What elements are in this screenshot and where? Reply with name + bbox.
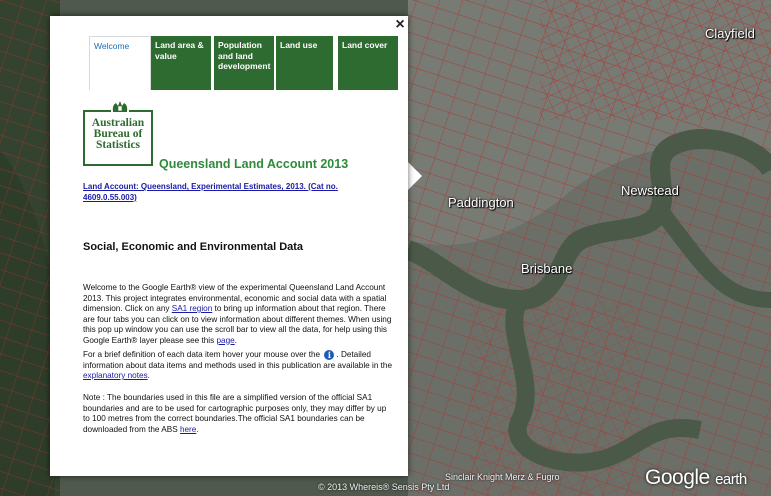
map-attribution-1: Sinclair Knight Merz & Fugro xyxy=(445,472,560,482)
tab-land-cover[interactable]: Land cover xyxy=(338,36,398,90)
info-icon[interactable]: i xyxy=(324,350,334,360)
place-label-newstead: Newstead xyxy=(621,183,679,198)
section-heading: Social, Economic and Environmental Data xyxy=(83,241,304,253)
para3-text-a: Note : The boundaries used in this file are a simplified version of the official SA1 boundaries and are to be used for cartographic purposes only, they may differ by up to 100 metres from the correct boundaries.The official SA1 boundaries can be downloaded from the ABS xyxy=(83,393,387,434)
para3-text-b: . xyxy=(196,424,199,434)
place-label-brisbane: Brisbane xyxy=(521,261,573,276)
welcome-paragraph xyxy=(83,283,395,346)
google-earth-logo-main: Google xyxy=(645,466,710,489)
abs-logo-line3: Statistics xyxy=(95,139,141,151)
map-attribution-2: © 2013 Whereis® Sensis Pty Ltd xyxy=(318,482,450,492)
help-page-link[interactable]: page xyxy=(216,335,235,345)
abs-logo-text xyxy=(85,118,151,151)
popup-title: Queensland Land Account 2013 xyxy=(159,157,349,171)
google-earth-logo-sub: earth xyxy=(715,471,747,488)
google-earth-logo xyxy=(645,466,747,490)
abs-logo-line1: Australian xyxy=(91,117,145,129)
tab-land-area-value[interactable]: Land area & value xyxy=(151,36,211,90)
place-label-clayfield: Clayfield xyxy=(705,26,755,41)
para2-text-a: For a brief definition of each data item hover your mouse over the xyxy=(83,350,323,359)
definition-paragraph xyxy=(83,350,395,382)
para1-text-c: . xyxy=(234,335,237,345)
close-icon[interactable]: × xyxy=(395,16,405,33)
abs-logo-line2: Bureau of xyxy=(93,128,143,140)
tab-welcome[interactable]: Welcome xyxy=(89,36,151,90)
para1-text-b: to bring up information about that region. There are four tabs you can click on to view information about different themes. When using this pop up window you can use the scroll bar to view all the data, for help using this Google Earth® layer please see this xyxy=(83,304,392,345)
abs-logo xyxy=(83,110,153,166)
download-here-link[interactable]: here xyxy=(179,424,197,434)
para1-text-a: Welcome to the Google Earth® view of the experimental Queensland Land Account 2013. This project integrates environmental, economic and social data with a spatial dimension. Click on any xyxy=(83,283,387,313)
info-balloon xyxy=(50,16,408,476)
citation-link[interactable]: Land Account: Queensland, Experimental Estimates, 2013. (Cat no. 4609.0.55.003) xyxy=(83,182,338,202)
explanatory-notes-link[interactable]: explanatory notes xyxy=(83,371,148,380)
coat-of-arms-icon xyxy=(111,100,129,114)
para2-text-c: . xyxy=(147,371,150,380)
tab-population-land-development[interactable]: Population and land development xyxy=(214,36,274,90)
para2-text-b: . Detailed information about data items and methods used in this publication are available in the xyxy=(83,350,393,370)
note-paragraph xyxy=(83,393,395,435)
tab-land-use[interactable]: Land use xyxy=(276,36,333,90)
balloon-pointer xyxy=(406,160,422,192)
place-label-paddington: Paddington xyxy=(448,195,514,210)
sa1-region-link[interactable]: SA1 region xyxy=(171,304,213,313)
